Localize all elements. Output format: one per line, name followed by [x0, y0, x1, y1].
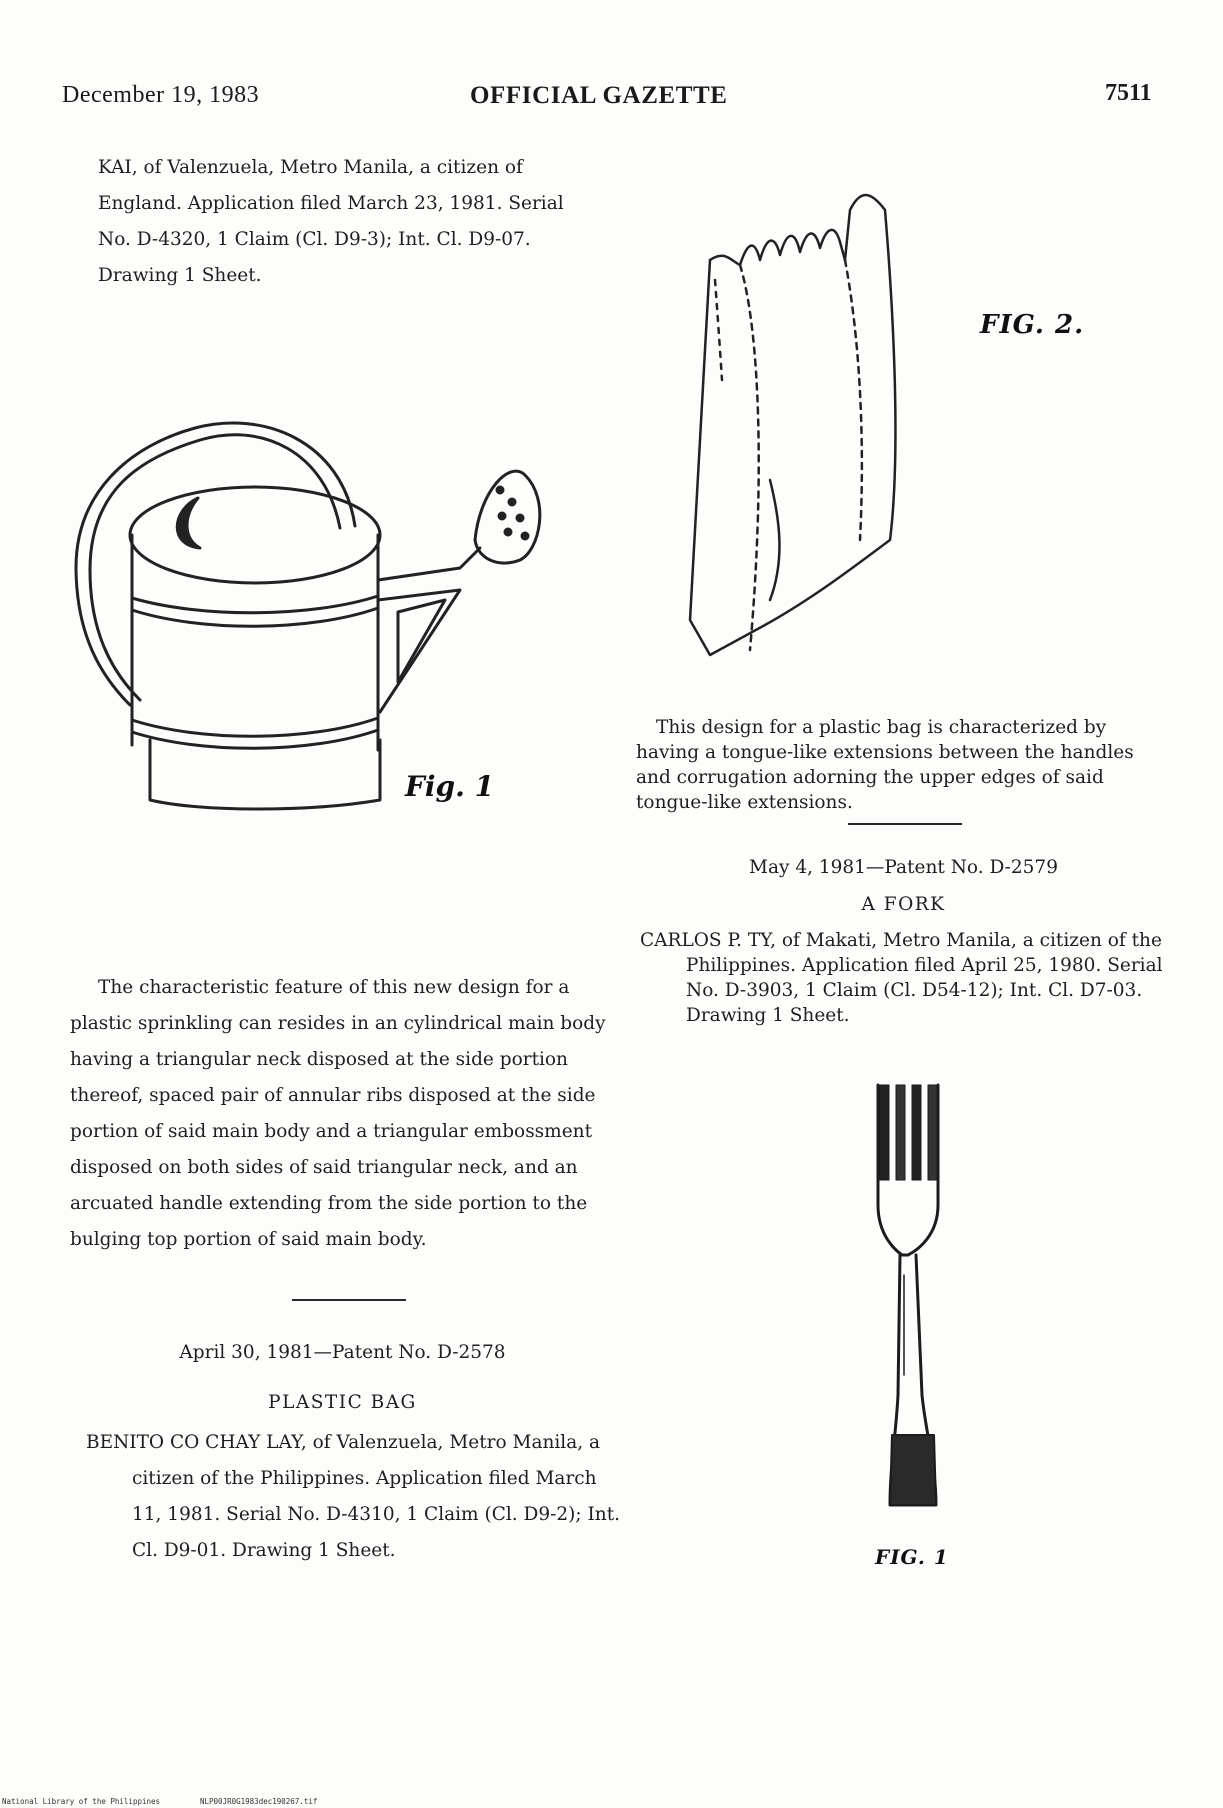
- patent2-title: PLASTIC BAG: [268, 1392, 417, 1413]
- fork-figure: [860, 1075, 960, 1515]
- patent3-date-line: May 4, 1981—Patent No. D-2579: [749, 857, 1058, 878]
- sprinkling-can-figure: [80, 420, 600, 820]
- patent1-applicant-text: KAI, of Valenzuela, Metro Manila, a citizen of England. Application filed March 23, 1981. Serial No. D-4320, 1 Claim (Cl. D9-3); Int. Cl. D9-07. Drawing 1 Sheet.: [98, 157, 564, 286]
- fig2-caption: FIG. 2.: [980, 310, 1085, 340]
- plastic-bag-description: This design for a plastic bag is characterized by having a tongue-like extensions between the handles and corrugation adorning the upper edges of said tongue-like extensions.: [636, 717, 1134, 813]
- fig1-caption: Fig. 1: [405, 770, 495, 803]
- sprinkling-can-drawing: [80, 420, 600, 820]
- fork-caption: FIG. 1: [875, 1545, 949, 1569]
- sprinkling-can-description: The characteristic feature of this new design for a plastic sprinkling can resides in an cylindrical main body having a triangular neck disposed at the side portion thereof, spaced pair of annular ribs disposed at the side portion of said main body and a triangular embossment disposed on both sides of said triangular neck, and an arcuated handle extending from the side portion to the bulging top portion of said main body.: [70, 977, 606, 1250]
- header-title: OFFICIAL GAZETTE: [470, 82, 728, 109]
- section-divider-right: [848, 823, 962, 825]
- patent2-applicant-text: BENITO CO CHAY LAY, of Valenzuela, Metro Manila, a citizen of the Philippines. Application filed March 11, 1981. Serial No. D-4310, 1 Claim (Cl. D9-2); Int. Cl. D9-01. Drawing 1 Sheet.: [86, 1432, 621, 1561]
- header-date: December 19, 1983: [62, 82, 260, 108]
- header-page-number: 7511: [1105, 80, 1152, 106]
- fork-drawing: [860, 1075, 960, 1515]
- patent2-date-line: April 30, 1981—Patent No. D-2578: [179, 1342, 506, 1363]
- plastic-bag-drawing: [670, 180, 930, 670]
- plastic-bag-figure: [670, 180, 930, 670]
- section-divider-left: [292, 1299, 406, 1301]
- patent3-title: A FORK: [861, 894, 946, 915]
- patent3-applicant-text: CARLOS P. TY, of Makati, Metro Manila, a citizen of the Philippines. Application filed April 25, 1980. Serial No. D-3903, 1 Claim (Cl. D54-12); Int. Cl. D7-03. Drawing 1 Sheet.: [640, 930, 1163, 1026]
- footer-library: National Library of the Philippines: [2, 1797, 161, 1806]
- footer-file-id: NLP00JR0G1983dec190267.tif: [200, 1797, 318, 1806]
